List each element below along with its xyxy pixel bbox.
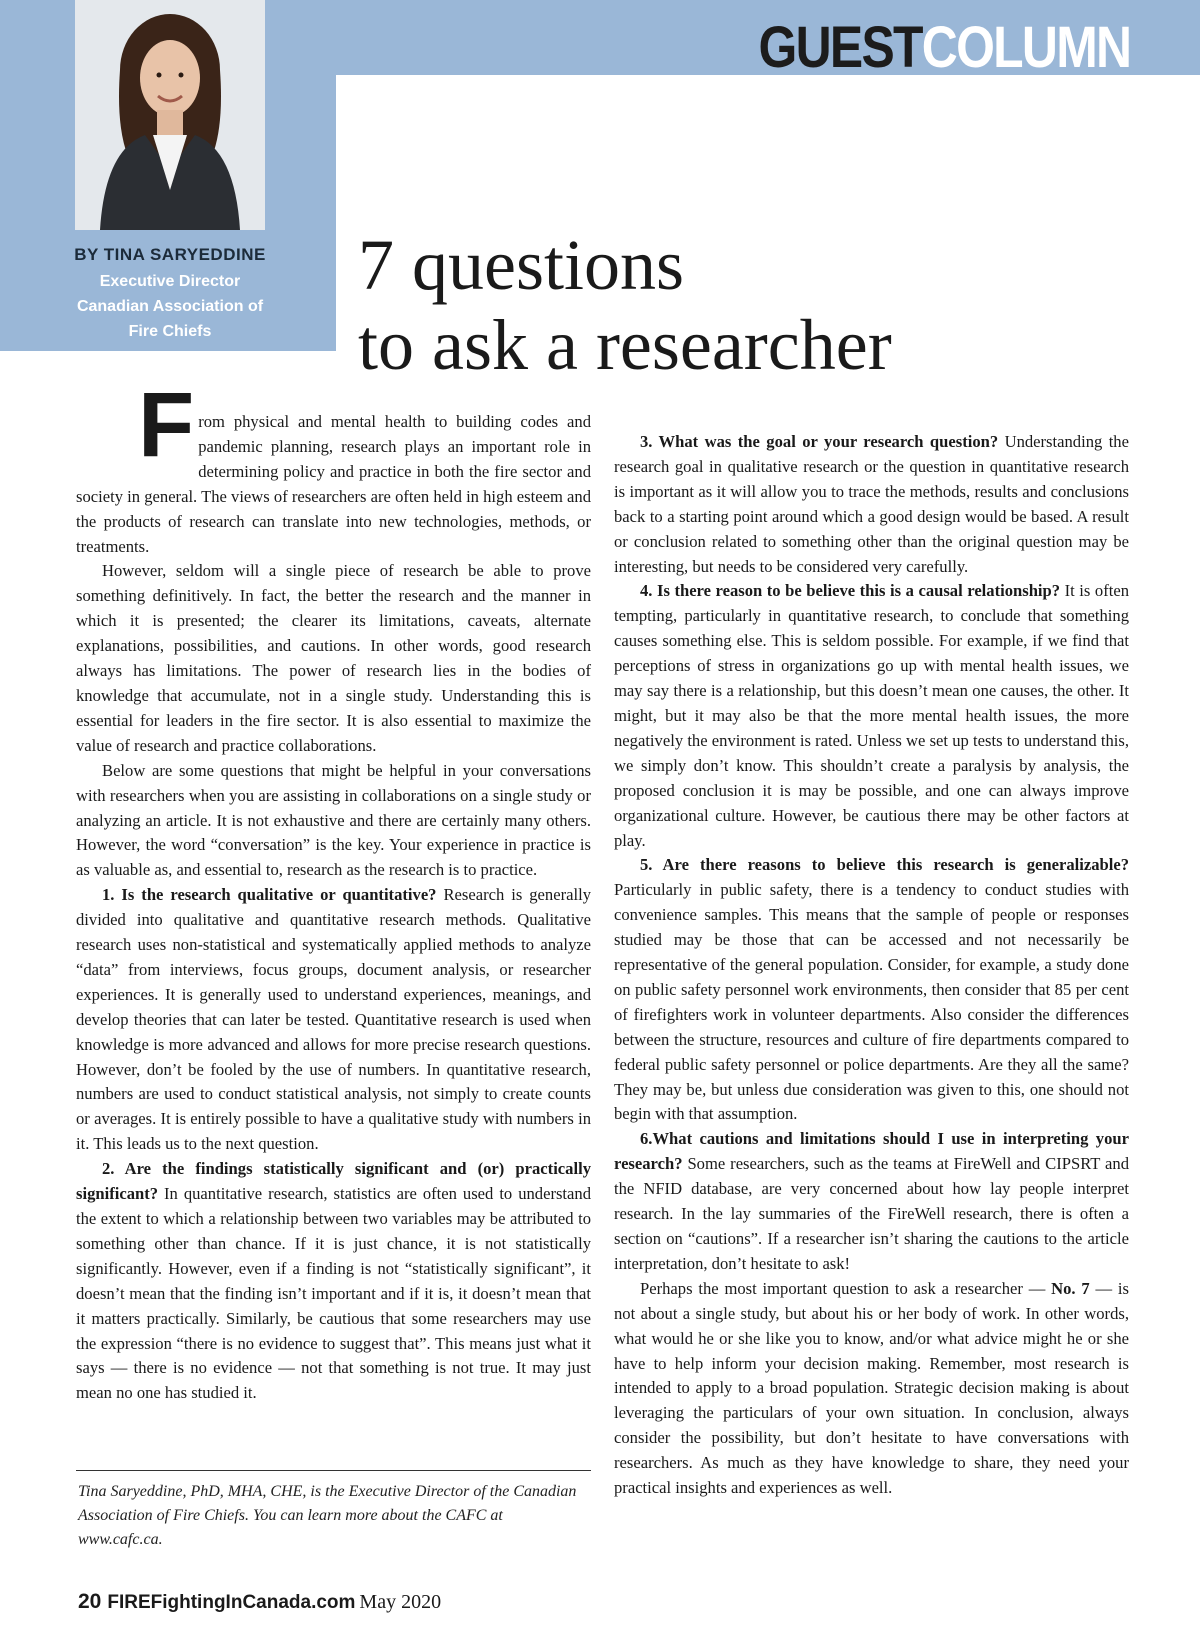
question-5-body: Particularly in public safety, there is a tendency to conduct studies with convenience samples. This means that the sample of people or responses studied may be those that can be accessed and not necessarily be representative of the general population. Consider, for example, a study done on public safety personnel work environments, then consider that 85 per cent of firefighters work in volunteer departments. Also consider the differences between the structure, resources and culture of fire departments compared to federal public safety personnel or police departments. Are they all the same? They may be, but unless due consideration was given to this, one should not begin with that assumption.: [614, 880, 1129, 1124]
author-name: BY TINA SARYEDDINE: [74, 245, 266, 264]
paragraph-2: However, seldom will a single piece of research be able to prove something definitively. In fact, the better the research and the manner in which it is presented; the clearer its limitations, caveats, alternate explanations, possibilities, and cautions. In other words, good research always has limitations. The power of research lies in the bodies of knowledge that accumulate, not in a single study. Understanding this is essential for leaders in the fire sector. It is also essential to maximize the value of research and practice collaborations.: [76, 561, 591, 755]
paragraph-intro: [76, 374, 591, 559]
author-bio: Tina Saryeddine, PhD, MHA, CHE, is the Executive Director of the Canadian Association of Fire Chiefs. You can learn more about the CAFC at www.cafc.ca.: [78, 1483, 577, 1548]
question-4-body: It is often tempting, particularly in quantitative research, to conclude that something causes something else. This is seldom possible. For example, if we find that perceptions of stress in organizations go up with mental health issues, we may say there is a relationship, but this doesn’t mean one causes, the other. It might, but it may also be that the more mental health issues, the more negatively the environment is rated. Unless we set up tests to understand this, we simply don’t know. This shouldn’t create a paralysis by analysis, the proposed conclusion it is may be possible, and one can always improve organizational culture. However, be cautious there may be other factors at play.: [614, 581, 1129, 850]
article-column-right: [614, 430, 1129, 1501]
question-6-title: 6.What cautions and limitations should I use in interpreting your research?: [614, 1129, 1129, 1174]
intro-text: rom physical and mental health to building codes and pandemic planning, research plays an important role in determining policy and practice in both the fire sector and society in general. The views of researchers are often held in high esteem and the products of research can translate into new technologies, methods, or treatments.: [76, 412, 591, 556]
question-5: [614, 853, 1129, 1127]
question-4: [614, 579, 1129, 853]
question-5-title: 5. Are there reasons to believe this research is generalizable?: [640, 855, 1129, 875]
question-6-body: Some researchers, such as the teams at FireWell and CIPSRT and the NFID database, are very concerned about how lay people interpret research. In the lay summaries of the FireWell research, there is often a section on “cautions”. If a researcher isn’t sharing the cautions to the article interpretation, don’t hesitate to ask!: [614, 1154, 1129, 1273]
author-photo: [75, 0, 265, 230]
issue-date: May 2020: [359, 1591, 442, 1613]
author-role-3: Fire Chiefs: [128, 323, 212, 340]
brand-guest: GUEST: [758, 15, 922, 80]
byline: [40, 245, 300, 344]
question-7: [614, 1277, 1129, 1501]
question-3-title: 3. What was the goal or your research question?: [640, 432, 999, 451]
page-footer: [78, 1590, 441, 1614]
question-1: [76, 883, 591, 1157]
author-role-1: Executive Director: [99, 273, 241, 290]
question-4-title: 4. Is there reason to be believe this is a causal relationship?: [640, 581, 1061, 601]
question-2-title: 2. Are the findings statistically significant and (or) practically significant?: [76, 1159, 591, 1204]
question-2: [76, 1157, 591, 1406]
page-title: [358, 225, 892, 385]
paragraph-3: Below are some questions that might be helpful in your conversations with researchers when you are assisting in collaborations on a single study or analyzing an article. It is not exhaustive and there are certainly many others. However, the word “conversation” is the key. Your experience in practice is as valuable as, and essential to, research as the research is to practice.: [76, 760, 591, 880]
question-7-post: — is not about a single study, but about his or her body of work. In other words, what would he or she like you to know, and/or what advice might he or she have to help inform your decision making. Remember, most research is intended to apply to a broad population. Strategic decision making is about leveraging the particulars of your own situation. In conclusion, always consider the possibility, but don’t hesitate to have conversations with researchers. As much as they have knowledge to share, they need your practical insights and experiences as well.: [614, 1278, 1129, 1498]
title-line-2: to ask a researcher: [358, 305, 892, 385]
question-1-body: Research is generally divided into qualitative and quantitative research methods. Qualitative research uses non-statistical and systematically applied methods to analyze “data” from interviews, focus groups, document analysis, or researcher experiences. It is generally used to understand experiences, meanings, and develop theories that can later be tested. Quantitative research is used when knowledge is more advanced and allows for more precise research questions. However, don’t be fooled by the use of numbers. In quantitative research, numbers are used to conduct statistical analysis, not simply to create counts or averages. It is entirely possible to have a qualitative study with numbers in it. This leads us to the next question.: [76, 885, 591, 1154]
brand-column: COLUMN: [921, 15, 1130, 80]
question-2-body: In quantitative research, statistics are often used to understand the extent to which a relationship between two variables may be attributed to something other than chance. If it is just chance, it is not statistically significantly. However, even if a finding is not “statistically significant”, it doesn’t mean that the finding isn’t important and if it is, it doesn’t mean that it matters practically. Similarly, be cautious that some researchers may use the expression “there is no evidence to suggest that”. This means just what it says — there is no evidence — not that something is not true. It may just mean no one has studied it.: [76, 1184, 591, 1403]
bio-divider: [76, 1470, 591, 1471]
question-1-title: 1. Is the research qualitative or quantitative?: [102, 885, 437, 905]
article-column-left: [76, 374, 591, 1406]
author-role-2: Canadian Association of: [76, 298, 264, 315]
question-3-body: Understanding the research goal in qualitative research or the question in quantitative research is important as it will allow you to trace the methods, results and conclusions back to a starting point around which a good design would be based. A result or conclusion related to something other than the original question may be interesting, but needs to be considered very carefully.: [614, 432, 1129, 576]
title-line-1: 7 questions: [358, 225, 685, 305]
section-brand: [758, 16, 1130, 80]
page-number: 20: [78, 1590, 102, 1613]
question-6: [614, 1127, 1129, 1276]
drop-cap: F: [138, 374, 195, 476]
question-7-bold: No. 7: [1051, 1278, 1090, 1298]
site-name: FIREFightingInCanada.com: [107, 1592, 356, 1613]
question-7-pre: Perhaps the most important question to ask a researcher —: [640, 1278, 1052, 1298]
question-3: [614, 430, 1129, 579]
